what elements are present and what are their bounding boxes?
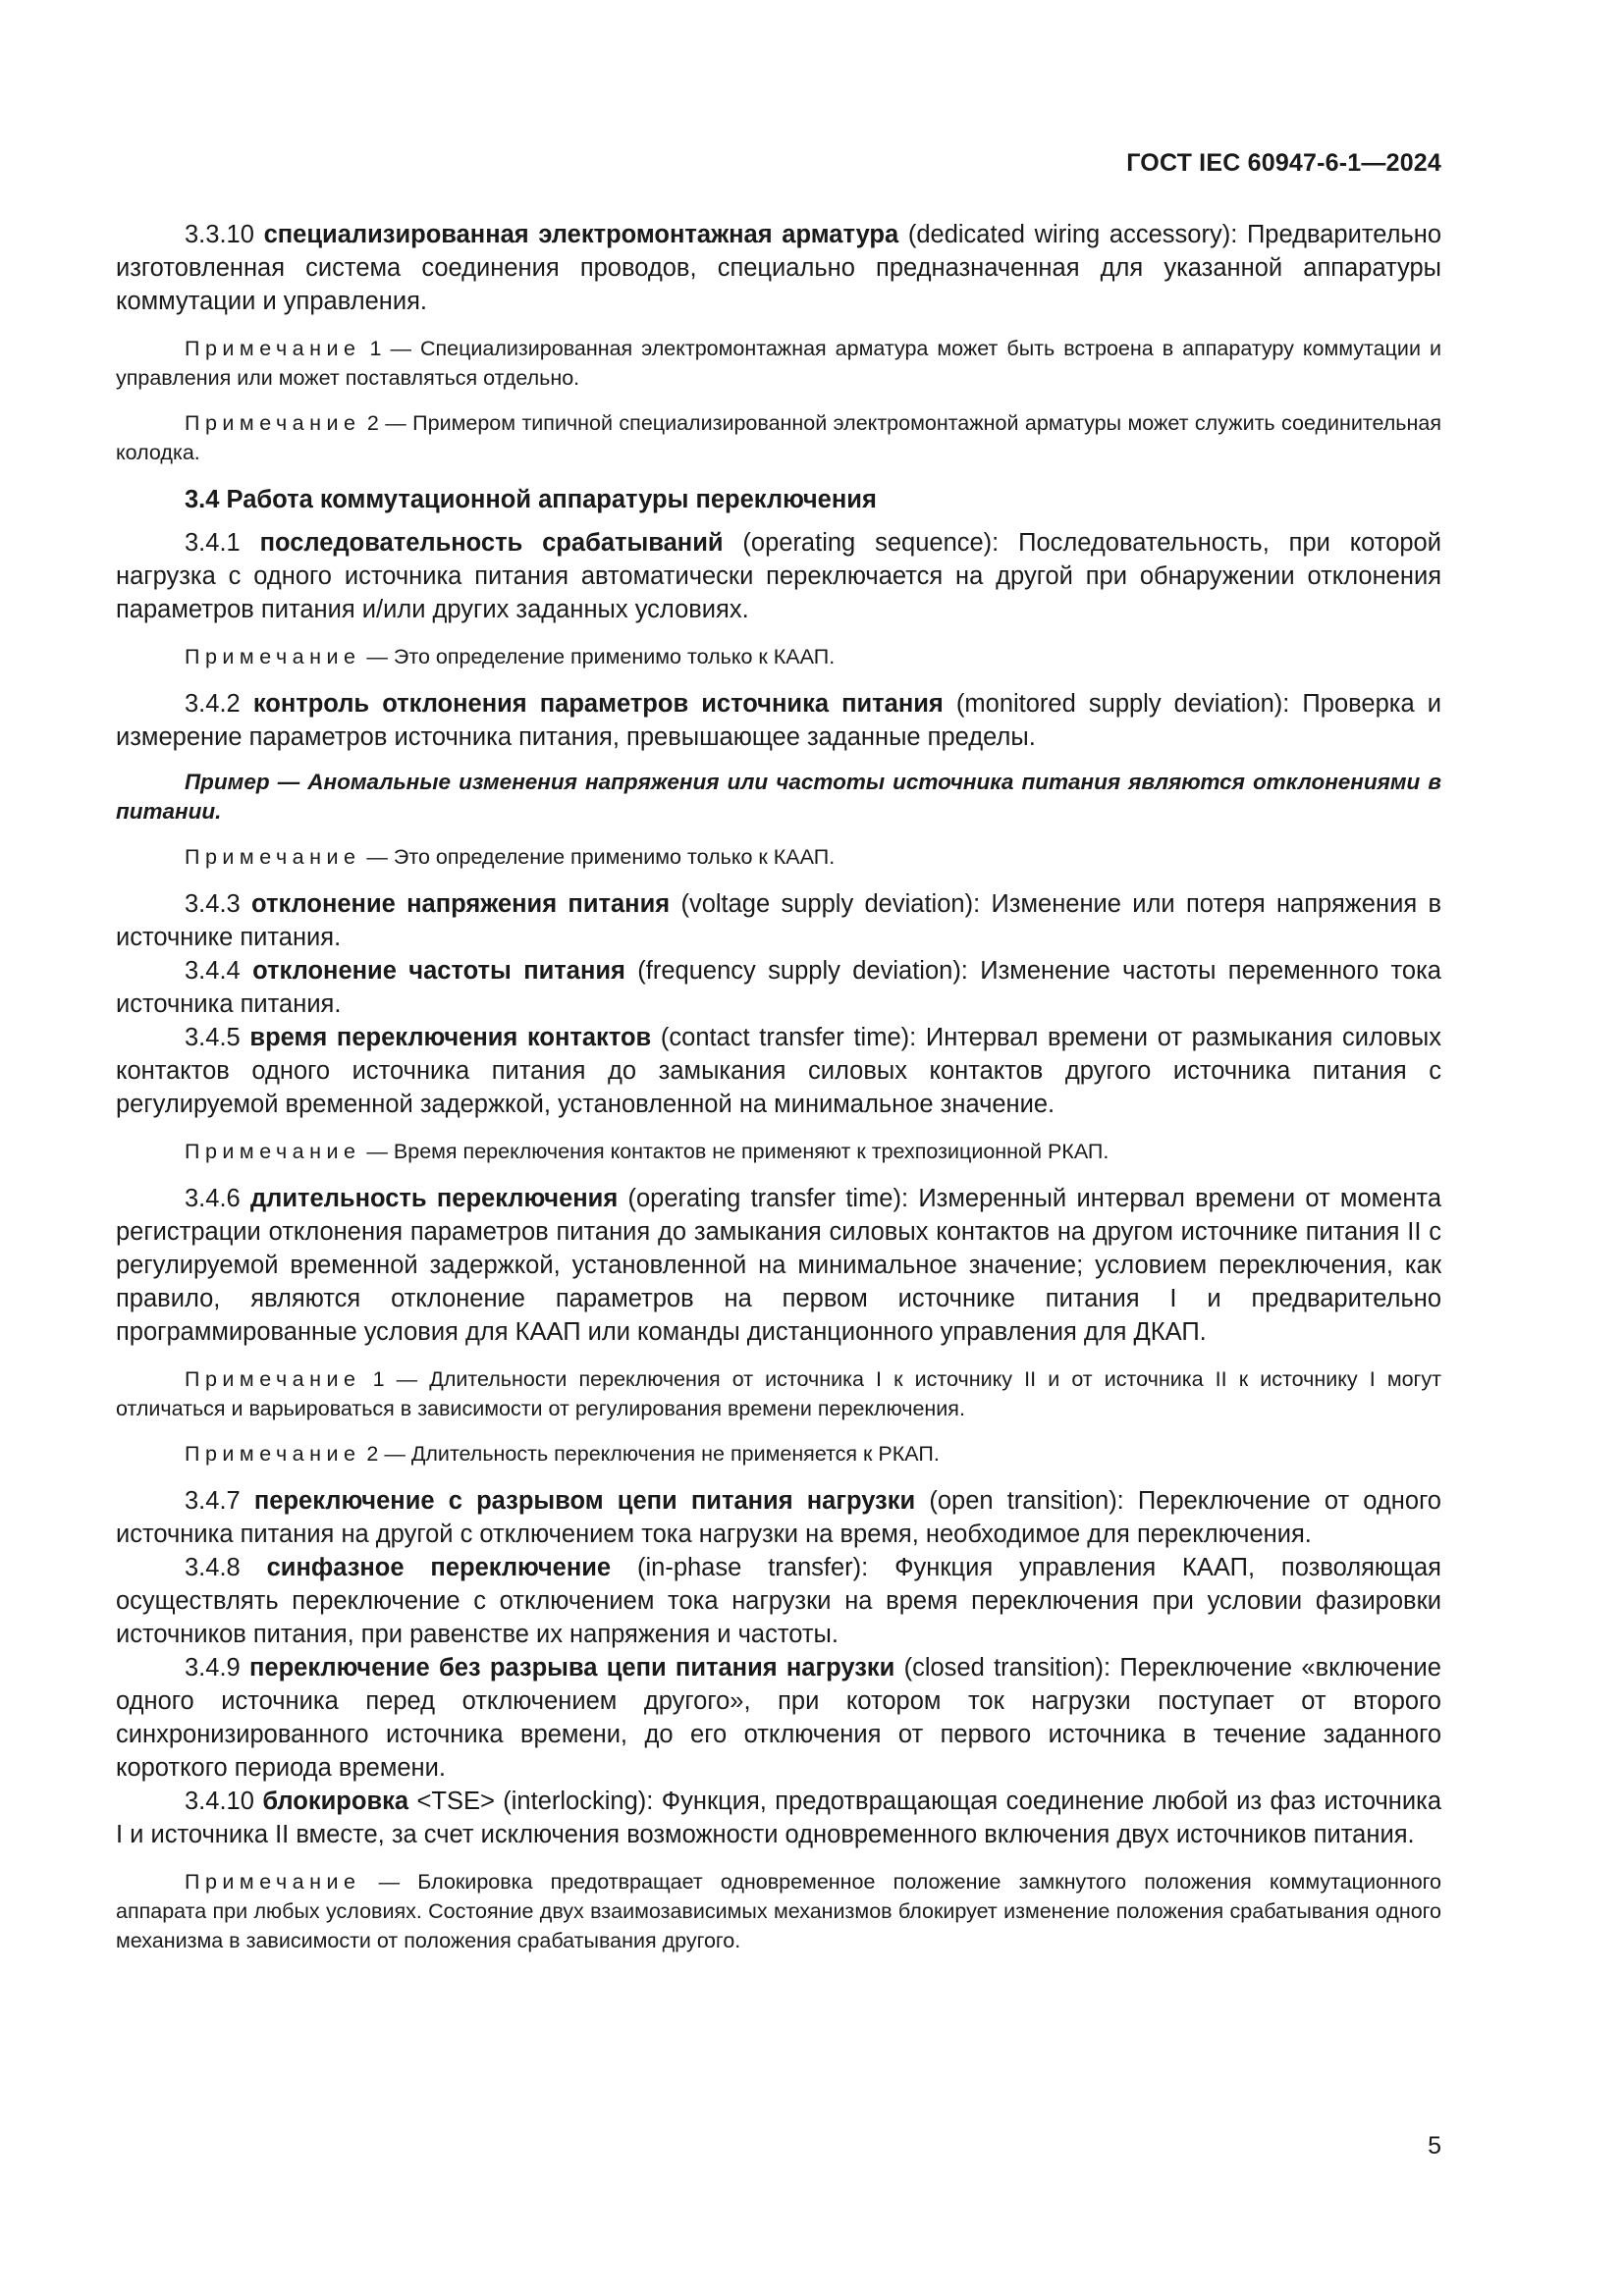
term-3-4-3: отклонение напряжения питания	[251, 890, 671, 918]
term-3-4-7: переключение с разрывом цепи питания нагрузки	[253, 1487, 916, 1515]
term-3-4-4: отклонение частоты питания	[252, 957, 625, 985]
example-3-4-2: Пример — Аномальные изменения напряжения или частоты источника питания являются отклонениями в питании.	[116, 770, 1441, 824]
document-header: ГОСТ IEC 60947-6-1—2024	[1126, 149, 1441, 177]
definition-3-4-10: 3.4.10 блокировка <TSE> (interlocking): Функция, предотвращающая соединение любой из фаз источника I и источника II вместе, за счет исключения возможности одновременного включения двух источников питания.	[116, 1788, 1442, 1848]
definition-3-3-10: 3.3.10 специализированная электромонтажная арматура (dedicated wiring accessory): Предварительно изготовленная система соединения проводов, специально предназначенная для указанной аппаратуры коммутации и управления.	[116, 221, 1441, 315]
term-3-4-1: последовательность срабатываний	[259, 529, 724, 557]
definition-3-4-5: 3.4.5 время переключения контактов (contact transfer time): Интервал времени от размыкания силовых контактов одного источника питания до замыкания силовых контактов другого источника питания с регулируемой временной задержкой, установленной на минимальное значение.	[116, 1024, 1441, 1118]
note-3-4-5: Примечание — Время переключения контактов не применяют к трехпозиционной РКАП.	[185, 1140, 1110, 1163]
term-3-4-6: длительность переключения	[250, 1185, 619, 1212]
section-heading-3-4: 3.4 Работа коммутационной аппаратуры переключения	[185, 486, 877, 513]
note-3-3-10-2: Примечание 2 — Примером типичной специализированной электромонтажной арматуры может служить соединительная колодка.	[116, 411, 1441, 464]
note-3-4-10: Примечание — Блокировка предотвращает одновременное положение замкнутого положения коммутационного аппарата при любых условиях. Состояние двух взаимозависимых механизмов блокирует изменение положения срабатывания одного механизма в зависимости от положения срабатывания другого.	[116, 1870, 1441, 1952]
term-3-4-8: синфазное переключение	[266, 1554, 612, 1581]
note-3-3-10-1: Примечание 1 — Специализированная электромонтажная арматура может быть встроена в аппаратуру коммутации и управления или может поставляться отдельно.	[116, 337, 1441, 390]
definition-3-4-1: 3.4.1 последовательность срабатываний (operating sequence): Последовательность, при которой нагрузка с одного источника питания автоматически переключается на другой при обнаружении отклонения параметров питания и/или других заданных условиях.	[116, 529, 1441, 623]
term-3-4-9: переключение без разрыва цепи питания нагрузки	[249, 1654, 895, 1682]
term-3-4-5: время переключения контактов	[249, 1024, 652, 1051]
definition-3-4-8: 3.4.8 синфазное переключение (in-phase transfer): Функция управления КААП, позволяющая осуществлять переключение с отключением тока нагрузки на время переключения при условии фазировки источников питания, при равенстве их напряжения и частоты.	[116, 1554, 1441, 1648]
term-3-4-2: контроль отклонения параметров источника питания	[252, 690, 944, 718]
term-3-3-10: специализированная электромонтажная арматура	[263, 221, 899, 248]
note-3-4-6-1: Примечание 1 — Длительности переключения от источника I к источнику II и от источника II к источнику I могут отличаться и варьироваться в зависимости от регулирования времени переключения.	[116, 1367, 1441, 1420]
note-3-4-2: Примечание — Это определение применимо только к КААП.	[185, 845, 836, 869]
definition-3-4-9: 3.4.9 переключение без разрыва цепи питания нагрузки (closed transition): Переключение «включение одного источника перед отключением другого», при котором ток нагрузки поступает от второго синхронизированного источника времени, до его отключения от первого источника в течение заданного короткого периода времени.	[116, 1654, 1441, 1782]
definition-3-4-2: 3.4.2 контроль отклонения параметров источника питания (monitored supply deviation): Проверка и измерение параметров источника питания, превышающее заданные пределы.	[116, 690, 1441, 751]
definition-3-4-4: 3.4.4 отклонение частоты питания (frequency supply deviation): Изменение частоты переменного тока источника питания.	[116, 957, 1441, 1018]
document-body	[116, 218, 1441, 1971]
page-number: 5	[1428, 2132, 1441, 2160]
term-3-4-10: блокировка	[262, 1788, 409, 1815]
definition-3-4-6: 3.4.6 длительность переключения (operating transfer time): Измеренный интервал времени от момента регистрации отклонения параметров питания до замыкания силовых контактов на другом источнике питания II с регулируемой временной задержкой, установленной на минимальное значение; условием переключения, как правило, являются отклонение параметров на первом источнике питания I и предварительно программированные условия для КААП или команды дистанционного управления для ДКАП.	[116, 1185, 1441, 1346]
note-3-4-1: Примечание — Это определение применимо только к КААП.	[185, 645, 836, 668]
definition-3-4-3: 3.4.3 отклонение напряжения питания (voltage supply deviation): Изменение или потеря напряжения в источнике питания.	[116, 890, 1441, 951]
definition-3-4-7: 3.4.7 переключение с разрывом цепи питания нагрузки (open transition): Переключение от одного источника питания на другой с отключением тока нагрузки на время, необходимое для переключения.	[116, 1487, 1441, 1548]
note-3-4-6-2: Примечание 2 — Длительность переключения не применяется к РКАП.	[185, 1442, 940, 1466]
